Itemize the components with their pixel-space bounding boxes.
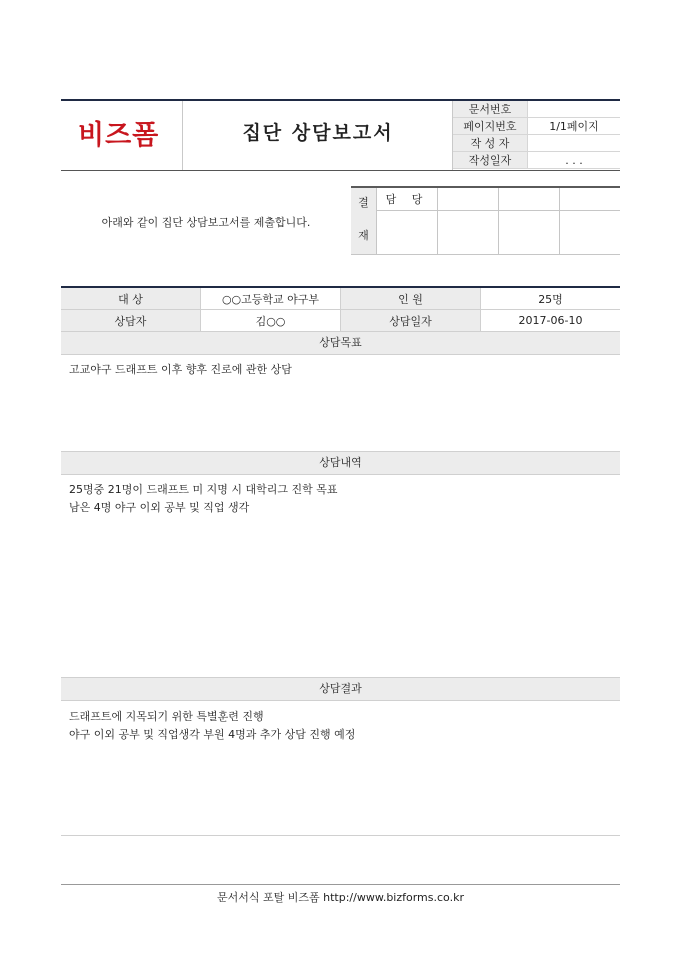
- document-title: 집단 상담보고서: [242, 122, 394, 144]
- meta-value: [528, 135, 621, 152]
- details-line: 남은 4명 야구 이외 공부 및 직업 생각: [69, 501, 250, 514]
- approval-col: [438, 187, 499, 211]
- target-label: 대 상: [61, 288, 201, 310]
- meta-row: [453, 118, 620, 135]
- approval-col: [560, 187, 621, 211]
- signature-box[interactable]: [438, 211, 499, 255]
- result-line: 드래프트에 지목되기 위한 특별훈련 진행: [69, 710, 264, 723]
- meta-value: [528, 101, 621, 118]
- date-value: 2017-06-10: [481, 310, 621, 332]
- details-heading: 상담내역: [61, 452, 620, 475]
- goal-line: 고교야구 드래프트 이후 향후 진로에 관한 상담: [69, 363, 292, 376]
- meta-row: [453, 101, 620, 118]
- count-label: 인 원: [341, 288, 481, 310]
- meta-value: 1/1페이지: [528, 118, 621, 135]
- target-value: ○○고등학교 야구부: [201, 288, 341, 310]
- meta-label: 문서번호: [453, 101, 528, 118]
- meta-row: [453, 135, 620, 152]
- signature-box[interactable]: [560, 211, 621, 255]
- goal-heading: 상담목표: [61, 332, 620, 355]
- footer-rule: [61, 884, 620, 885]
- meta-label: 작성일자: [453, 152, 528, 169]
- intro-text: 아래와 같이 집단 상담보고서를 제출합니다.: [101, 216, 311, 229]
- count-value: 25명: [481, 288, 621, 310]
- info-table: [61, 288, 620, 332]
- document-meta-table: [453, 101, 620, 169]
- approval-label: [351, 187, 377, 255]
- footer-text: 문서서식 포탈 비즈폼 http://www.bizforms.co.kr: [217, 891, 464, 904]
- approval-col: [499, 187, 560, 211]
- signature-box[interactable]: [377, 211, 438, 255]
- meta-row: [453, 152, 620, 169]
- counselor-value: 김○○: [201, 310, 341, 332]
- approval-label-bottom: 재: [358, 229, 369, 242]
- approval-col-manager: 담 당: [377, 187, 438, 211]
- counselor-label: 상담자: [61, 310, 201, 332]
- info-row: [61, 288, 620, 310]
- meta-value: . . .: [528, 152, 621, 169]
- details-line: 25명중 21명이 드래프트 미 지명 시 대학리그 진학 목표: [69, 483, 338, 496]
- meta-label: 페이지번호: [453, 118, 528, 135]
- result-heading: 상담결과: [61, 678, 620, 701]
- result-line: 야구 이외 공부 및 직업생각 부원 4명과 추가 상담 진행 예정: [69, 728, 356, 741]
- meta-label: 작 성 자: [453, 135, 528, 152]
- header-bottom-rule: [61, 170, 620, 171]
- bizforms-logo: 비즈폼: [78, 120, 160, 151]
- date-label: 상담일자: [341, 310, 481, 332]
- info-row: [61, 310, 620, 332]
- approval-label-top: 결: [358, 196, 369, 209]
- signature-box[interactable]: [499, 211, 560, 255]
- approval-table: [351, 186, 620, 255]
